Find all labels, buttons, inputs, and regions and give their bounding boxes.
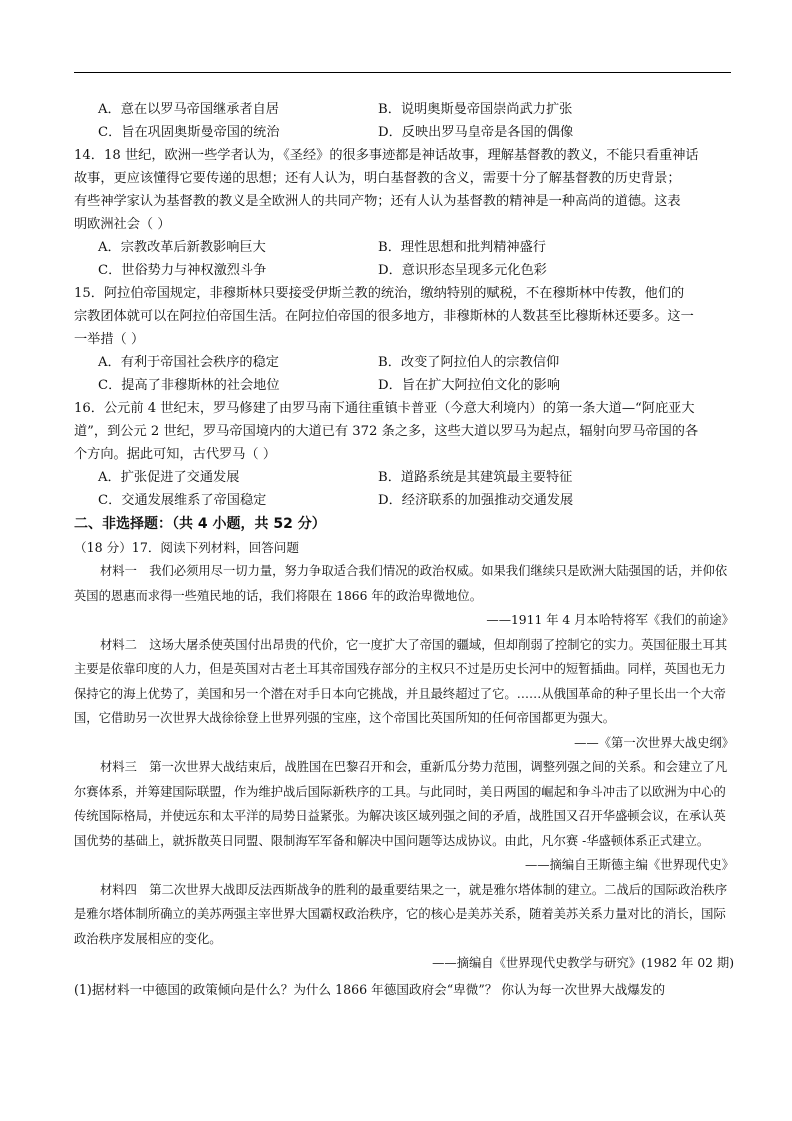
q16-options-row-2 — [74, 489, 734, 512]
q16-line-1: 16．公元前 4 世纪末，罗马修建了由罗马南下通往重镇卡普亚（今意大利境内）的第一条大道—“阿庇亚大 — [74, 401, 695, 416]
q14-options-row-1 — [74, 236, 734, 259]
q15-options-row-1 — [74, 351, 734, 374]
material-1-source: ——1911 年 4 月本哈特将军《我们的前途》 — [486, 613, 734, 627]
section-2-title: 二、非选择题：（共 4 小题，共 52 分） — [74, 516, 326, 532]
q15-options-row-2 — [74, 374, 734, 397]
q16-option-a[interactable]: A．扩张促进了交通发展 — [98, 470, 240, 485]
q14-option-a[interactable]: A．宗教改革后新教影响巨大 — [98, 240, 266, 255]
q14-option-c[interactable]: C．世俗势力与神权激烈斗争 — [98, 263, 267, 278]
material-3-source: ——摘编自王斯德主编《世界现代史》 — [524, 858, 734, 872]
q13-option-c[interactable]: C．旨在巩固奥斯曼帝国的统治 — [98, 125, 280, 140]
q16-line-3: 个方向。据此可知，古代罗马（ ） — [74, 447, 277, 462]
q15-option-d[interactable]: D．旨在扩大阿拉伯文化的影响 — [378, 378, 561, 393]
exam-page — [74, 98, 734, 1001]
question-15 — [74, 282, 734, 351]
q14-line-4: 明欧洲社会（ ） — [74, 217, 171, 232]
q13-options-row-2 — [74, 121, 734, 144]
q14-line-1: 14．18 世纪，欧洲一些学者认为，《圣经》的很多事迹都是神话故事，理解基督教的教义，不能只看重神话 — [74, 148, 699, 163]
q15-option-c[interactable]: C．提高了非穆斯林的社会地位 — [98, 378, 280, 393]
q13-option-b[interactable]: B．说明奥斯曼帝国崇尚武力扩张 — [378, 102, 573, 117]
q14-options-row-2 — [74, 259, 734, 282]
q17-subquestion-1: (1)据材料一中德国的政策倾向是什么？为什么 1866 年德国政府会“卑微”？ 你认为每一次世界大战爆发的 — [74, 981, 666, 997]
q16-line-2: 道”，到公元 2 世纪，罗马帝国境内的大道已有 372 条之多，这些大道以罗马为起点，辐射向罗马帝国的各 — [74, 424, 699, 439]
question-14 — [74, 144, 734, 236]
q15-line-1: 15．阿拉伯帝国规定，非穆斯林只要接受伊斯兰教的统治，缴纳特别的赋税，不在穆斯林中传教，他们的 — [74, 286, 685, 301]
q17-intro: （18 分）17．阅读下列材料，回答问题 — [74, 540, 299, 555]
q16-options-row-1 — [74, 466, 734, 489]
material-4-source: ——摘编自《世界现代史教学与研究》(1982 年 02 期) — [432, 956, 734, 970]
question-16 — [74, 397, 734, 466]
q16-option-d[interactable]: D．经济联系的加强推动交通发展 — [378, 493, 574, 508]
q14-line-3: 有些神学家认为基督教的教义是全欧洲人的共同产物；还有人认为基督教的精神是一种高尚的道德。这表 — [74, 194, 681, 209]
q14-option-d[interactable]: D．意识形态呈现多元化色彩 — [378, 263, 547, 278]
q14-option-b[interactable]: B．理性思想和批判精神盛行 — [378, 240, 546, 255]
q13-option-a[interactable]: A．意在以罗马帝国继承者自居 — [98, 102, 279, 117]
material-1: 材料一 我们必须用尽一切力量，努力争取适合我们情况的政治权威。如果我们继续只是欧洲大陆强国的话，并仰依英国的恩惠而求得一些殖民地的话，我们将限在 1866 年的政治卑微地位。 — [74, 564, 728, 603]
material-3: 材料三 第一次世界大战结束后，战胜国在巴黎召开和会，重新瓜分势力范围，调整列强之间的关系。和会建立了凡尔赛体系，并筹建国际联盟，作为维护战后国际新秩序的工具。与此同时，美日两国的崛起和争斗冲击了以欧洲为中心的传统国际格局，并使远东和太平洋的局势日益紧张。为解决该区域列强之间的矛盾，战胜国又召开华盛顿会议，在承认英国优势的基础上，就拆散英日同盟、限制海军军备和解决中国问题等达成协议。由此，凡尔赛 -华盛顿体系正式建立。 — [74, 760, 728, 848]
q16-option-b[interactable]: B．道路系统是其建筑最主要特征 — [378, 470, 573, 485]
q16-option-c[interactable]: C．交通发展维系了帝国稳定 — [98, 493, 267, 508]
q13-options-row-1 — [74, 98, 734, 121]
material-2-source: ——《第一次世界大战史纲》 — [574, 735, 734, 750]
q15-option-a[interactable]: A．有利于帝国社会秩序的稳定 — [98, 355, 279, 370]
material-2: 材料二 这场大屠杀使英国付出昂贵的代价，它一度扩大了帝国的疆域，但却削弱了控制它的实力。英国征服土耳其主要是依靠印度的人力，但是英国对古老土耳其帝国残存部分的主权只不过是历史长河中的短暂插曲。同样，英国也无力保持它的海上优势了，美国和另一个潜在对手日本向它挑战，并且最终超过了它。……从俄国革命的种子里长出一个大帝国，它借助另一次世界大战徐徐登上世界列强的宝座，这个帝国比英国所知的任何帝国都更为强大。 — [74, 637, 728, 725]
q14-line-2: 故事，更应该懂得它要传递的思想；还有人认为，明白基督教的含义，需要十分了解基督教的历史背景； — [74, 171, 681, 186]
q15-line-2: 宗教团体就可以在阿拉伯帝国生活。在阿拉伯帝国的很多地方，非穆斯林的人数甚至比穆斯林还要多。这一 — [74, 309, 694, 324]
q13-option-d[interactable]: D．反映出罗马皇帝是各国的偶像 — [378, 125, 574, 140]
q15-option-b[interactable]: B．改变了阿拉伯人的宗教信仰 — [378, 355, 560, 370]
q15-line-3: 一举措（ ） — [74, 332, 145, 347]
header-rule — [74, 72, 731, 73]
material-4: 材料四 第二次世界大战即反法西斯战争的胜利的最重要结果之一，就是雅尔塔体制的建立。二战后的国际政治秩序是雅尔塔体制所确立的美苏两强主宰世界大国霸权政治秩序，它的核心是美苏关系，随着美苏关系力量对比的消长，国际政治秩序发展相应的变化。 — [74, 882, 728, 946]
